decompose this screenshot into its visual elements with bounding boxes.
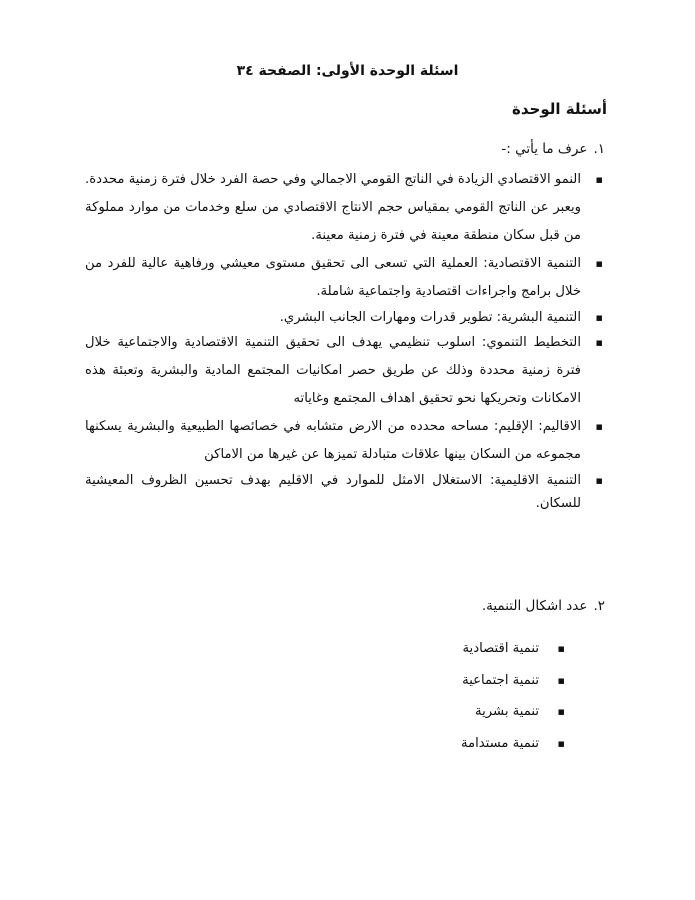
list-item: ▪ تنمية مستدامة bbox=[461, 733, 567, 765]
development-forms-list bbox=[461, 638, 567, 764]
definition-item-development-planning: ▪ التخطيط التنموي: اسلوب تنظيمي يهدف الى تحقيق التنمية الاقتصادية والاجتماعية خلال فترة زمنية محددة وذلك عن طريق حصر امكانيات المجتمع المادية والبشرية وتعبئة هذه الامكانات وتحريكها نحو تحقيق اهداف المجتمع وغاياته bbox=[85, 329, 607, 413]
definition-item-economic-growth: ▪ النمو الاقتصادي الزيادة في الناتج القومي الاجمالي وفي حصة الفرد خلال فترة زمنية محددة. ويعبر عن الناتج القومي بمقياس حجم الانتاج الاقتصادي من سلع وخدمات من موارد مملوكة من قبل سكان منطقة معينة في فترة زمنية معينة. bbox=[85, 166, 607, 250]
definition-item-human-development: ▪ التنمية البشرية: تطوير قدرات ومهارات الجانب البشري. bbox=[85, 306, 607, 329]
document-title: اسئلة الوحدة الأولى: الصفحة ٣٤ bbox=[236, 63, 459, 79]
definition-item-regions: ▪ الاقاليم: الإقليم: مساحه محدده من الارض متشابه في خصائصها الطبيعية والبشرية يسكنها مجموعه من السكان بينها علاقات متبادلة تميزها عن غيرها من الاماكن bbox=[85, 413, 607, 469]
definition-item-economic-development: ▪ التنمية الاقتصادية: العملية التي تسعى الى تحقيق مستوى معيشي ورفاهية عالية للفرد من خلال برامج واجراءات اقتصادية واجتماعية شاملة. bbox=[85, 250, 607, 306]
section-heading: أسئلة الوحدة bbox=[512, 100, 607, 118]
definitions-list bbox=[85, 166, 607, 515]
question-2-heading bbox=[482, 598, 605, 614]
question-2-prompt: عدد اشكال التنمية. bbox=[481, 598, 588, 614]
list-item: ▪ تنمية اقتصادية bbox=[461, 638, 567, 670]
question-2-number: ٢. bbox=[593, 598, 605, 614]
question-1-number: ١. bbox=[593, 141, 605, 157]
list-item: ▪ تنمية اجتماعية bbox=[461, 670, 567, 702]
list-item: ▪ تنمية بشرية bbox=[461, 701, 567, 733]
question-1-heading bbox=[501, 141, 605, 157]
definition-item-regional-development: ▪ التنمية الاقليمية: الاستغلال الامثل للموارد في الاقليم بهدف تحسين الظروف المعيشية للسكان. bbox=[85, 469, 607, 515]
question-1-prompt: عرف ما يأتي :- bbox=[501, 141, 588, 157]
